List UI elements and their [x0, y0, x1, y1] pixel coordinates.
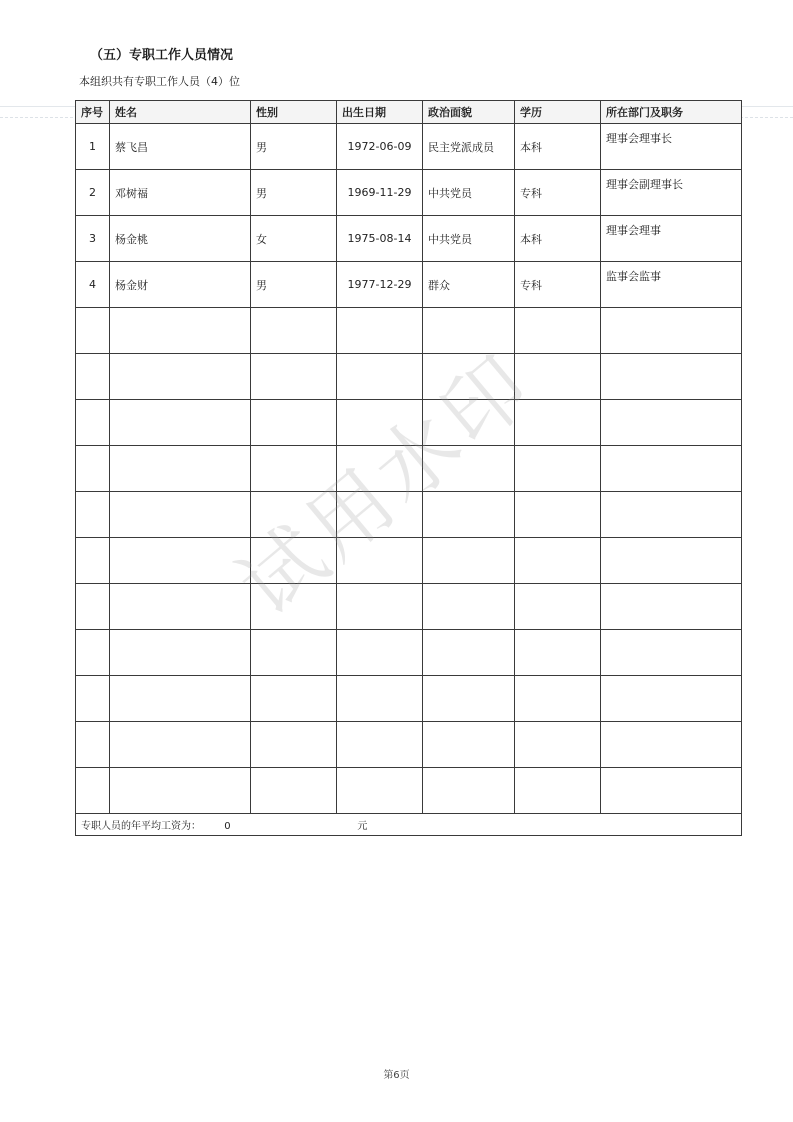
salary-value: 0 [224, 821, 231, 832]
watermark: 试用水印 [221, 335, 553, 635]
cell-gender [251, 768, 337, 814]
cell-education [515, 492, 601, 538]
cell-birthdate [337, 400, 423, 446]
salary-unit: 元 [357, 821, 368, 832]
salary-label: 专职人员的年平均工资为： [81, 821, 201, 832]
cell-education [515, 722, 601, 768]
cell-department-position: 理事会副理事长 [601, 170, 742, 216]
cell-political-status [423, 538, 515, 584]
cell-birthdate: 1975-08-14 [337, 216, 423, 262]
cell-index [76, 584, 110, 630]
cell-index [76, 722, 110, 768]
cell-index: 3 [76, 216, 110, 262]
cell-political-status: 民主党派成员 [423, 124, 515, 170]
table-header-row [76, 101, 742, 124]
cell-department-position [601, 584, 742, 630]
header-birthdate: 出生日期 [337, 101, 423, 124]
cell-education: 本科 [515, 216, 601, 262]
cell-education: 专科 [515, 262, 601, 308]
cell-gender: 男 [251, 262, 337, 308]
cell-index [76, 492, 110, 538]
cell-department-position [601, 308, 742, 354]
cell-name [110, 768, 251, 814]
cell-education [515, 768, 601, 814]
cell-birthdate: 1969-11-29 [337, 170, 423, 216]
cell-political-status [423, 722, 515, 768]
table-row [76, 124, 742, 170]
table-row [76, 630, 742, 676]
cell-gender [251, 446, 337, 492]
cell-birthdate: 1972-06-09 [337, 124, 423, 170]
table-row [76, 262, 742, 308]
cell-department-position [601, 354, 742, 400]
cell-political-status [423, 584, 515, 630]
table-row [76, 584, 742, 630]
cell-education [515, 400, 601, 446]
cell-birthdate [337, 768, 423, 814]
cell-index [76, 768, 110, 814]
cell-index: 1 [76, 124, 110, 170]
table-row [76, 722, 742, 768]
cell-index [76, 308, 110, 354]
cell-birthdate [337, 538, 423, 584]
cell-birthdate [337, 492, 423, 538]
cell-gender [251, 400, 337, 446]
cell-political-status [423, 492, 515, 538]
header-index: 序号 [76, 101, 110, 124]
cell-birthdate [337, 676, 423, 722]
cell-index: 4 [76, 262, 110, 308]
cell-name [110, 676, 251, 722]
cell-birthdate [337, 722, 423, 768]
staff-table [75, 100, 742, 836]
cell-department-position: 理事会理事长 [601, 124, 742, 170]
salary-footer-row [76, 814, 742, 836]
cell-department-position [601, 630, 742, 676]
cell-education [515, 308, 601, 354]
table-row [76, 354, 742, 400]
cell-name: 邓树福 [110, 170, 251, 216]
cell-department-position: 理事会理事 [601, 216, 742, 262]
cell-gender: 男 [251, 124, 337, 170]
header-gender: 性别 [251, 101, 337, 124]
table-row [76, 308, 742, 354]
table-body [76, 124, 742, 814]
cell-education [515, 354, 601, 400]
cell-name: 蔡飞昌 [110, 124, 251, 170]
cell-birthdate [337, 308, 423, 354]
cell-department-position [601, 400, 742, 446]
cell-political-status [423, 308, 515, 354]
cell-index [76, 354, 110, 400]
table-row [76, 170, 742, 216]
cell-department-position [601, 768, 742, 814]
cell-name [110, 538, 251, 584]
cell-department-position [601, 492, 742, 538]
cell-political-status [423, 630, 515, 676]
cell-political-status: 中共党员 [423, 216, 515, 262]
cell-index [76, 400, 110, 446]
header-political-status: 政治面貌 [423, 101, 515, 124]
cell-gender [251, 354, 337, 400]
cell-education [515, 630, 601, 676]
cell-birthdate [337, 446, 423, 492]
cell-gender [251, 308, 337, 354]
cell-gender: 女 [251, 216, 337, 262]
cell-index [76, 630, 110, 676]
table-row [76, 400, 742, 446]
cell-political-status [423, 354, 515, 400]
cell-index [76, 446, 110, 492]
cell-name [110, 308, 251, 354]
section-title: （五）专职工作人员情况 [90, 48, 234, 63]
salary-footer [76, 814, 742, 836]
cell-name: 杨金桃 [110, 216, 251, 262]
cell-gender [251, 676, 337, 722]
cell-education [515, 584, 601, 630]
cell-political-status: 中共党员 [423, 170, 515, 216]
header-education: 学历 [515, 101, 601, 124]
cell-political-status [423, 768, 515, 814]
table-row [76, 676, 742, 722]
cell-name [110, 354, 251, 400]
cell-birthdate [337, 584, 423, 630]
cell-education [515, 676, 601, 722]
cell-name: 杨金财 [110, 262, 251, 308]
cell-gender [251, 584, 337, 630]
cell-gender [251, 538, 337, 584]
staff-count-intro: 本组织共有专职工作人员（4）位 [79, 75, 240, 88]
cell-education: 本科 [515, 124, 601, 170]
cell-name [110, 400, 251, 446]
table-row [76, 538, 742, 584]
table-row [76, 768, 742, 814]
cell-gender: 男 [251, 170, 337, 216]
cell-department-position [601, 676, 742, 722]
table-row [76, 216, 742, 262]
cell-education [515, 446, 601, 492]
cell-political-status [423, 446, 515, 492]
cell-political-status [423, 676, 515, 722]
cell-birthdate [337, 630, 423, 676]
cell-name [110, 584, 251, 630]
cell-name [110, 722, 251, 768]
cell-name [110, 492, 251, 538]
cell-index [76, 676, 110, 722]
cell-political-status: 群众 [423, 262, 515, 308]
cell-gender [251, 722, 337, 768]
cell-education [515, 538, 601, 584]
cell-name [110, 630, 251, 676]
header-department-position: 所在部门及职务 [601, 101, 742, 124]
cell-name [110, 446, 251, 492]
table-row [76, 492, 742, 538]
header-name: 姓名 [110, 101, 251, 124]
cell-department-position: 监事会监事 [601, 262, 742, 308]
cell-gender [251, 492, 337, 538]
cell-gender [251, 630, 337, 676]
cell-education: 专科 [515, 170, 601, 216]
page-number: 第6页 [383, 1070, 410, 1081]
cell-political-status [423, 400, 515, 446]
cell-index: 2 [76, 170, 110, 216]
table-row [76, 446, 742, 492]
cell-index [76, 538, 110, 584]
cell-department-position [601, 722, 742, 768]
cell-department-position [601, 538, 742, 584]
cell-department-position [601, 446, 742, 492]
cell-birthdate [337, 354, 423, 400]
cell-birthdate: 1977-12-29 [337, 262, 423, 308]
